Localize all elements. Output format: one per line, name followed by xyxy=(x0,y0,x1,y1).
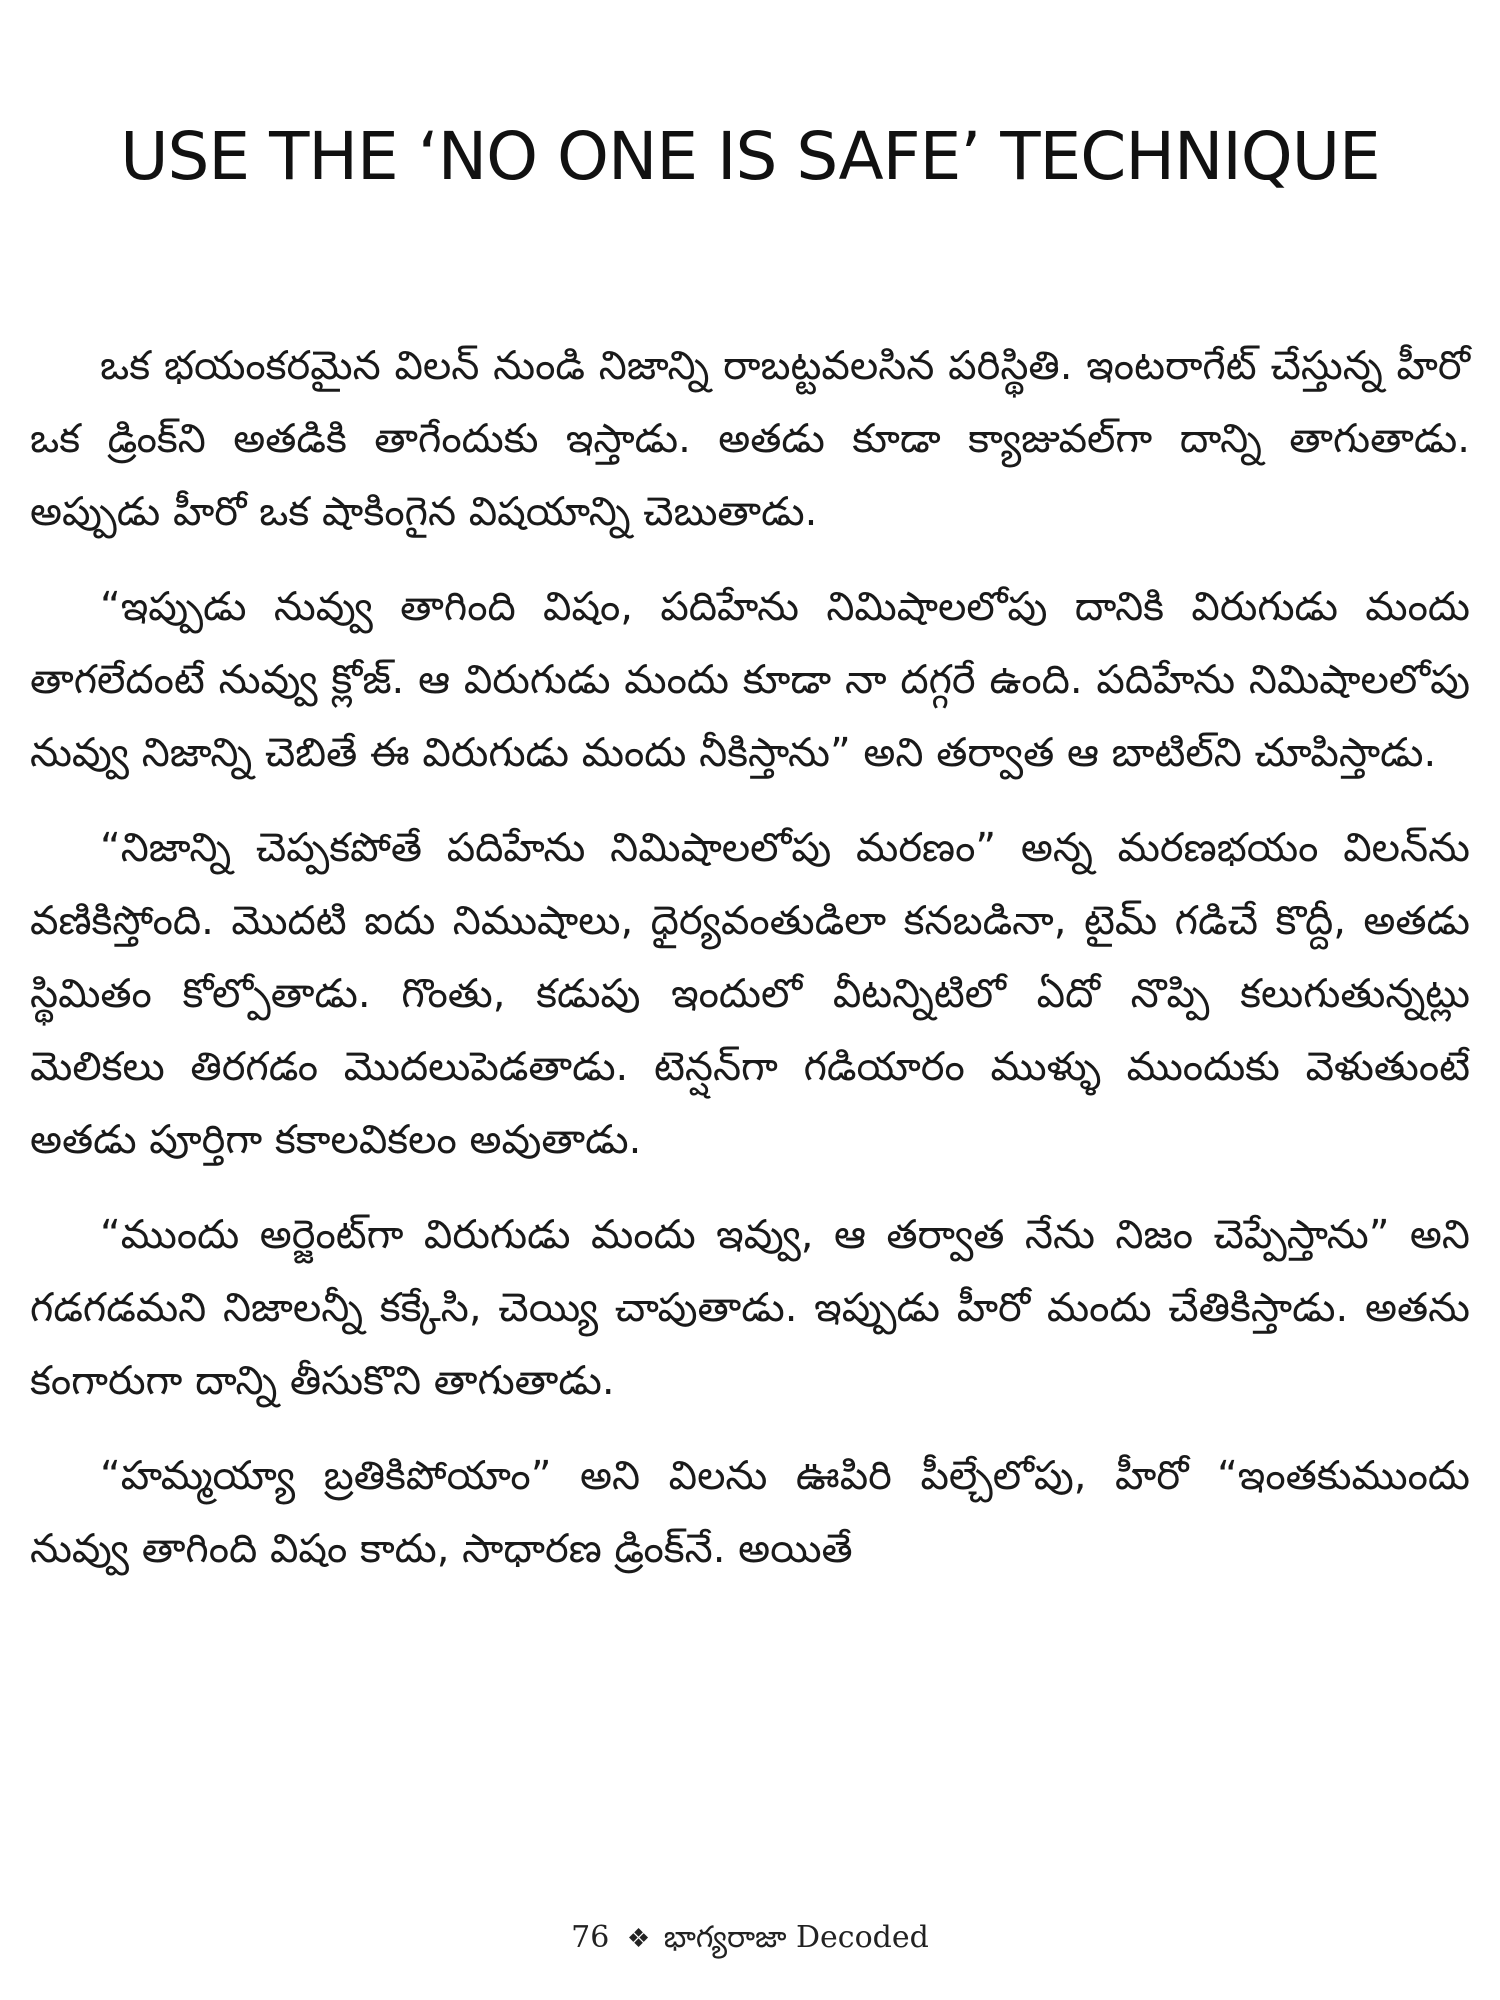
paragraph-5: “హమ్మయ్యా బ్రతికిపోయాం” అని విలను ఊపిరి పీల్చేలోపు, హీరో “ఇంతకుముందు నువ్వు తాగింది విషం కాదు, సాధారణ డ్రింక్‌నే. అయితే xyxy=(30,1453,1470,1572)
paragraph-1: ఒక భయంకరమైన విలన్ నుండి నిజాన్ని రాబట్టవలసిన పరిస్థితి. ఇంటరాగేట్ చేస్తున్న హీరో ఒక డ్రింక్‌ని అతడికి తాగేందుకు ఇస్తాడు. అతడు కూడా క్యాజువల్‌గా దాన్ని తాగుతాడు. అప్పుడు హీరో ఒక షాకింగైన విషయాన్ని చెబుతాడు. xyxy=(30,343,1470,535)
book-title: భాగ్యరాజా Decoded xyxy=(663,1920,929,1955)
chapter-title: USE THE ‘NO ONE IS SAFE’ TECHNIQUE xyxy=(120,118,1380,195)
paragraph-4: “ముందు అర్జెంట్‌గా విరుగుడు మందు ఇవ్వు, ఆ తర్వాత నేను నిజం చెప్పేస్తాను” అని గడగడమని నిజాలన్నీ కక్కేసి, చెయ్యి చాపుతాడు. ఇప్పుడు హీరో మందు చేతికిస్తాడు. అతను కంగారుగా దాన్ని తీసుకొని తాగుతాడు. xyxy=(30,1212,1470,1404)
diamond-flower-icon: ❖ xyxy=(626,1924,651,1954)
paragraph-2: “ఇప్పుడు నువ్వు తాగింది విషం, పదిహేను నిమిషాలలోపు దానికి విరుగుడు మందు తాగలేదంటే నువ్వు క్లోజ్. ఆ విరుగుడు మందు కూడా నా దగ్గరే ఉంది. పదిహేను నిమిషాలలోపు నువ్వు నిజాన్ని చెబితే ఈ విరుగుడు మందు నీకిస్తాను” అని తర్వాత ఆ బాటిల్‌ని చూపిస్తాడు. xyxy=(30,584,1470,776)
page-footer xyxy=(0,1918,1500,1959)
body-text xyxy=(30,330,1470,1608)
paragraph-3: “నిజాన్ని చెప్పకపోతే పదిహేను నిమిషాలలోపు మరణం” అన్న మరణభయం విలన్‌ను వణికిస్తోంది. మొదటి ఐదు నిముషాలు, ధైర్యవంతుడిలా కనబడినా, టైమ్ గడిచే కొద్దీ, అతడు స్థిమితం కోల్పోతాడు. గొంతు, కడుపు ఇందులో వీటన్నిటిలో ఏదో నొప్పి కలుగుతున్నట్లు మెలికలు తిరగడం మొదలుపెడతాడు. టెన్షన్‌గా గడియారం ముళ్ళు ముందుకు వెళుతుంటే అతడు పూర్తిగా కకాలవికలం అవుతాడు. xyxy=(30,825,1470,1163)
page-number: 76 xyxy=(571,1920,610,1955)
